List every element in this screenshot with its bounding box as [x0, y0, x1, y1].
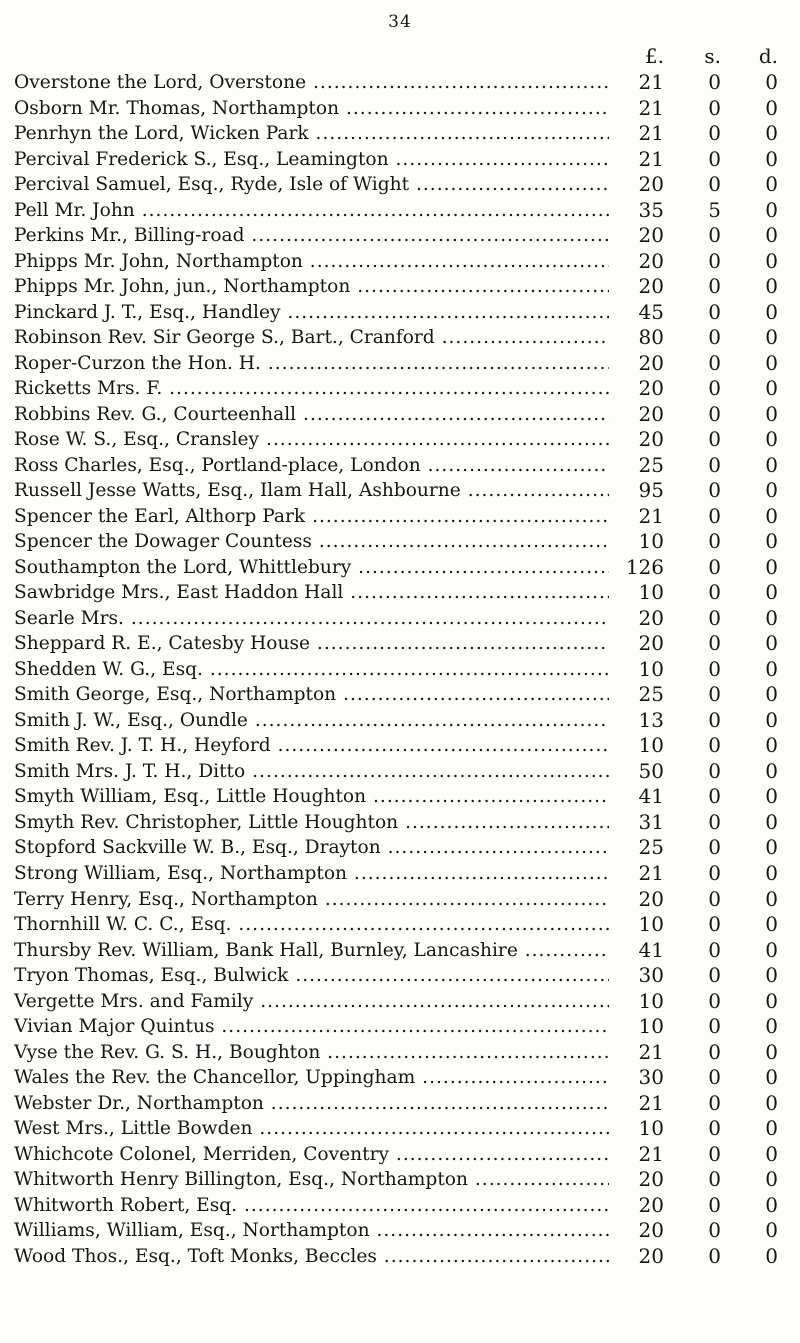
list-item — [14, 427, 778, 453]
amount-pounds: 21 — [638, 1090, 664, 1115]
amount-shillings: 0 — [708, 707, 721, 732]
amount-pence: 0 — [765, 554, 778, 579]
amount-shillings: 0 — [708, 1014, 721, 1039]
amount-shillings: 0 — [708, 172, 721, 197]
subscriber-name: Smith George, Esq., Northampton ..... — [14, 682, 609, 708]
list-item — [14, 121, 778, 147]
subscriber-name: Roper-Curzon the Hon. H. ..... — [14, 351, 609, 377]
subscriber-name: Percival Samuel, Esq., Ryde, Isle of Wight ..... — [14, 172, 609, 198]
list-item — [14, 1065, 778, 1091]
subscriber-name: Rose W. S., Esq., Cransley ..... — [14, 427, 609, 453]
amount-shillings: 0 — [708, 1116, 721, 1141]
amount-shillings: 0 — [708, 121, 721, 146]
amount-shillings: 0 — [708, 401, 721, 426]
amount-pounds: 10 — [638, 1116, 664, 1141]
amount-pounds: 20 — [638, 1192, 664, 1217]
list-item — [14, 1243, 778, 1270]
amount-pounds: 20 — [638, 1167, 664, 1192]
amount-shillings: 0 — [708, 1141, 721, 1166]
amount-shillings: 0 — [708, 299, 721, 324]
amount-pence: 0 — [765, 784, 778, 809]
subscriber-name: West Mrs., Little Bowden ..... — [14, 1116, 609, 1142]
amount-pence: 0 — [765, 401, 778, 426]
amount-pence: 0 — [765, 886, 778, 911]
amount-pounds: 20 — [638, 631, 664, 656]
list-item — [14, 937, 778, 964]
subscriber-name: Thursby Rev. William, Bank Hall, Burnley, Lancashire ..... — [14, 938, 609, 964]
list-item — [14, 1039, 778, 1066]
subscriber-name: Overstone the Lord, Overstone ..... — [14, 70, 609, 96]
list-item — [14, 529, 778, 555]
amount-pence: 0 — [765, 963, 778, 988]
list-item — [14, 478, 778, 504]
amount-pence: 0 — [765, 733, 778, 758]
subscriber-name: Shedden W. G., Esq. ..... — [14, 657, 609, 683]
amount-pounds: 20 — [638, 223, 664, 248]
amount-pounds: 10 — [638, 529, 664, 554]
amount-shillings: 0 — [708, 963, 721, 988]
subscriber-name: Smyth William, Esq., Little Houghton ..... — [14, 784, 609, 810]
amount-pence: 0 — [765, 1116, 778, 1141]
amount-shillings: 0 — [708, 1218, 721, 1243]
list-item — [14, 554, 778, 581]
amount-pence: 0 — [765, 172, 778, 197]
subscriber-name: Smith Rev. J. T. H., Heyford ..... — [14, 733, 609, 759]
list-item — [14, 835, 778, 861]
list-item — [14, 401, 778, 428]
list-item — [14, 631, 778, 657]
list-item — [14, 223, 778, 249]
amount-pence: 0 — [765, 656, 778, 681]
subscriber-name: Stopford Sackville W. B., Esq., Drayton ..... — [14, 835, 609, 861]
amount-shillings: 0 — [708, 223, 721, 248]
amount-pounds: 21 — [638, 503, 664, 528]
amount-shillings: 0 — [708, 478, 721, 503]
list-item — [14, 1014, 778, 1040]
list-item — [14, 707, 778, 734]
list-item — [14, 784, 778, 810]
amount-pounds: 35 — [638, 197, 664, 222]
list-item — [14, 1141, 778, 1168]
subscriber-name: Perkins Mr., Billing-road ..... — [14, 223, 609, 249]
amount-pounds: 25 — [638, 835, 664, 860]
amount-pence: 0 — [765, 325, 778, 350]
subscriber-name: Wood Thos., Esq., Toft Monks, Beccles ..... — [14, 1244, 609, 1270]
list-item — [14, 656, 778, 683]
amount-shillings: 0 — [708, 758, 721, 783]
subscriber-name: Vyse the Rev. G. S. H., Boughton ..... — [14, 1040, 609, 1066]
amount-shillings: 0 — [708, 733, 721, 758]
pounds-header: £. — [644, 44, 664, 68]
amount-pounds: 20 — [638, 1218, 664, 1243]
amount-pence: 0 — [765, 1090, 778, 1115]
amount-pence: 0 — [765, 631, 778, 656]
subscriber-name: Ross Charles, Esq., Portland-place, London ..... — [14, 453, 609, 479]
subscription-list — [14, 70, 778, 1269]
list-item — [14, 146, 778, 173]
list-item — [14, 886, 778, 913]
list-item — [14, 912, 778, 938]
list-item — [14, 963, 778, 989]
amount-pounds: 21 — [638, 70, 664, 94]
subscriber-name: Southampton the Lord, Whittlebury ..... — [14, 555, 609, 581]
list-item — [14, 682, 778, 708]
amount-pence: 0 — [765, 478, 778, 503]
subscriber-name: Whitworth Henry Billington, Esq., Northampton ..... — [14, 1167, 609, 1193]
subscriber-name: Smyth Rev. Christopher, Little Houghton ..... — [14, 810, 609, 836]
subscriber-name: Williams, William, Esq., Northampton ..... — [14, 1218, 609, 1244]
amount-pence: 0 — [765, 605, 778, 630]
amount-pounds: 20 — [638, 172, 664, 197]
amount-pounds: 45 — [638, 299, 664, 324]
amount-pence: 0 — [765, 95, 778, 120]
amount-pence: 0 — [765, 1039, 778, 1064]
amount-pence: 0 — [765, 758, 778, 783]
amount-shillings: 0 — [708, 503, 721, 528]
amount-shillings: 0 — [708, 427, 721, 452]
subscriber-name: Penrhyn the Lord, Wicken Park ..... — [14, 121, 609, 147]
subscriber-name: Tryon Thomas, Esq., Bulwick ..... — [14, 963, 609, 989]
amount-pounds: 25 — [638, 682, 664, 707]
amount-shillings: 0 — [708, 1243, 721, 1268]
list-item — [14, 580, 778, 606]
list-item — [14, 248, 778, 275]
subscriber-name: Smith Mrs. J. T. H., Ditto ..... — [14, 759, 609, 785]
amount-pence: 0 — [765, 197, 778, 222]
list-item — [14, 1192, 778, 1219]
amount-shillings: 0 — [708, 605, 721, 630]
amount-shillings: 0 — [708, 1039, 721, 1064]
subscriber-name: Vergette Mrs. and Family ..... — [14, 989, 609, 1015]
amount-pence: 0 — [765, 121, 778, 146]
amount-shillings: 0 — [708, 580, 721, 605]
subscriber-name: Webster Dr., Northampton ..... — [14, 1091, 609, 1117]
list-item — [14, 274, 778, 300]
amount-shillings: 0 — [708, 325, 721, 350]
subscriber-name: Russell Jesse Watts, Esq., Ilam Hall, Ashbourne ..... — [14, 478, 609, 504]
amount-pounds: 21 — [638, 146, 664, 171]
amount-pounds: 21 — [638, 95, 664, 120]
list-item — [14, 299, 778, 326]
list-item — [14, 1218, 778, 1244]
subscriber-name: Phipps Mr. John, Northampton ..... — [14, 249, 609, 275]
amount-pounds: 41 — [638, 784, 664, 809]
amount-pence: 0 — [765, 299, 778, 324]
list-item — [14, 605, 778, 632]
list-item — [14, 1090, 778, 1117]
amount-pounds: 41 — [638, 937, 664, 962]
subscriber-name: Sheppard R. E., Catesby House ..... — [14, 631, 609, 657]
amount-pounds: 10 — [638, 1014, 664, 1039]
amount-pence: 0 — [765, 223, 778, 248]
amount-pounds: 20 — [638, 1243, 664, 1268]
amount-shillings: 0 — [708, 682, 721, 707]
amount-pounds: 20 — [638, 248, 664, 273]
subscriber-name: Ricketts Mrs. F. ..... — [14, 376, 609, 402]
amount-shillings: 0 — [708, 376, 721, 401]
subscriber-name: Phipps Mr. John, jun., Northampton ..... — [14, 274, 609, 300]
amount-pounds: 10 — [638, 733, 664, 758]
amount-shillings: 0 — [708, 70, 721, 94]
amount-shillings: 0 — [708, 988, 721, 1013]
subscriber-name: Spencer the Dowager Countess ..... — [14, 529, 609, 555]
list-item — [14, 172, 778, 198]
list-item — [14, 70, 778, 96]
amount-pence: 0 — [765, 452, 778, 477]
amount-pence: 0 — [765, 860, 778, 885]
amount-shillings: 0 — [708, 1167, 721, 1192]
subscriber-name: Percival Frederick S., Esq., Leamington ..... — [14, 147, 609, 173]
list-item — [14, 988, 778, 1015]
amount-shillings: 0 — [708, 274, 721, 299]
list-item — [14, 1167, 778, 1193]
subscriber-name: Whitworth Robert, Esq. ..... — [14, 1193, 609, 1219]
amount-pounds: 20 — [638, 886, 664, 911]
amount-shillings: 0 — [708, 835, 721, 860]
subscriber-name: Wales the Rev. the Chancellor, Uppingham ..... — [14, 1065, 609, 1091]
page-number: 34 — [388, 12, 412, 32]
subscriber-name: Spencer the Earl, Althorp Park ..... — [14, 504, 609, 530]
amount-shillings: 0 — [708, 809, 721, 834]
amount-pence: 0 — [765, 1218, 778, 1243]
amount-pence: 0 — [765, 1167, 778, 1192]
amount-pounds: 21 — [638, 1141, 664, 1166]
amount-pence: 0 — [765, 529, 778, 554]
amount-pounds: 25 — [638, 452, 664, 477]
list-item — [14, 733, 778, 759]
subscriber-name: Robinson Rev. Sir George S., Bart., Cranford ..... — [14, 325, 609, 351]
subscriber-name: Osborn Mr. Thomas, Northampton ..... — [14, 96, 609, 122]
subscriber-name: Pinckard J. T., Esq., Handley ..... — [14, 300, 609, 326]
amount-shillings: 0 — [708, 1090, 721, 1115]
amount-pounds: 20 — [638, 350, 664, 375]
amount-shillings: 0 — [708, 95, 721, 120]
amount-shillings: 0 — [708, 886, 721, 911]
amount-pence: 0 — [765, 1014, 778, 1039]
amount-pence: 0 — [765, 70, 778, 94]
subscriber-name: Robbins Rev. G., Courteenhall ..... — [14, 402, 609, 428]
amount-pence: 0 — [765, 835, 778, 860]
amount-pounds: 20 — [638, 274, 664, 299]
subscriber-name: Smith J. W., Esq., Oundle ..... — [14, 708, 609, 734]
amount-pounds: 21 — [638, 121, 664, 146]
amount-pence: 0 — [765, 248, 778, 273]
subscriber-name: Terry Henry, Esq., Northampton ..... — [14, 887, 609, 913]
shillings-header: s. — [704, 44, 721, 68]
amount-pounds: 20 — [638, 401, 664, 426]
amount-shillings: 0 — [708, 248, 721, 273]
list-item — [14, 197, 778, 224]
list-item — [14, 809, 778, 836]
list-item — [14, 758, 778, 785]
amount-pence: 0 — [765, 707, 778, 732]
amount-pounds: 31 — [638, 809, 664, 834]
amount-shillings: 0 — [708, 452, 721, 477]
amount-pence: 0 — [765, 350, 778, 375]
amount-shillings: 0 — [708, 529, 721, 554]
amount-pence: 0 — [765, 580, 778, 605]
list-item — [14, 860, 778, 887]
list-item — [14, 452, 778, 479]
amount-pence: 0 — [765, 503, 778, 528]
amount-pounds: 95 — [638, 478, 664, 503]
amount-pence: 0 — [765, 809, 778, 834]
amount-pounds: 30 — [638, 963, 664, 988]
amount-pounds: 10 — [638, 656, 664, 681]
amount-pence: 0 — [765, 1065, 778, 1090]
amount-pounds: 80 — [638, 325, 664, 350]
amount-pounds: 13 — [638, 707, 664, 732]
amount-shillings: 0 — [708, 350, 721, 375]
amount-pounds: 10 — [638, 580, 664, 605]
amount-pounds: 20 — [638, 376, 664, 401]
amount-shillings: 0 — [708, 554, 721, 579]
amount-pence: 0 — [765, 937, 778, 962]
subscriber-name: Whichcote Colonel, Merriden, Coventry ..... — [14, 1142, 609, 1168]
amount-pounds: 20 — [638, 427, 664, 452]
subscriber-name: Sawbridge Mrs., East Haddon Hall ..... — [14, 580, 609, 606]
subscriber-name: Strong William, Esq., Northampton ..... — [14, 861, 609, 887]
column-headers — [14, 44, 778, 68]
subscriber-name: Thornhill W. C. C., Esq. ..... — [14, 912, 609, 938]
pence-header: d. — [758, 44, 778, 68]
amount-pounds: 20 — [638, 605, 664, 630]
amount-shillings: 0 — [708, 656, 721, 681]
list-item — [14, 325, 778, 351]
amount-pounds: 21 — [638, 860, 664, 885]
amount-shillings: 0 — [708, 937, 721, 962]
amount-pence: 0 — [765, 988, 778, 1013]
amount-pounds: 10 — [638, 912, 664, 937]
amount-shillings: 5 — [708, 197, 721, 222]
amount-pounds: 50 — [638, 758, 664, 783]
subscriber-name: Vivian Major Quintus ..... — [14, 1014, 609, 1040]
amount-shillings: 0 — [708, 912, 721, 937]
amount-pence: 0 — [765, 1192, 778, 1217]
amount-pounds: 30 — [638, 1065, 664, 1090]
amount-pence: 0 — [765, 1243, 778, 1268]
amount-pence: 0 — [765, 376, 778, 401]
list-item — [14, 503, 778, 530]
amount-pounds: 126 — [625, 554, 664, 579]
amount-pence: 0 — [765, 1141, 778, 1166]
amount-shillings: 0 — [708, 784, 721, 809]
amount-pence: 0 — [765, 682, 778, 707]
subscriber-name: Pell Mr. John ..... — [14, 198, 609, 224]
amount-pence: 0 — [765, 274, 778, 299]
list-item — [14, 1116, 778, 1142]
amount-pounds: 21 — [638, 1039, 664, 1064]
list-item — [14, 350, 778, 377]
amount-shillings: 0 — [708, 1192, 721, 1217]
list-item — [14, 376, 778, 402]
amount-shillings: 0 — [708, 1065, 721, 1090]
amount-shillings: 0 — [708, 860, 721, 885]
amount-shillings: 0 — [708, 631, 721, 656]
amount-pence: 0 — [765, 427, 778, 452]
subscriber-name: Searle Mrs. ..... — [14, 606, 609, 632]
amount-shillings: 0 — [708, 146, 721, 171]
amount-pence: 0 — [765, 146, 778, 171]
amount-pence: 0 — [765, 912, 778, 937]
list-item — [14, 95, 778, 122]
amount-pounds: 10 — [638, 988, 664, 1013]
